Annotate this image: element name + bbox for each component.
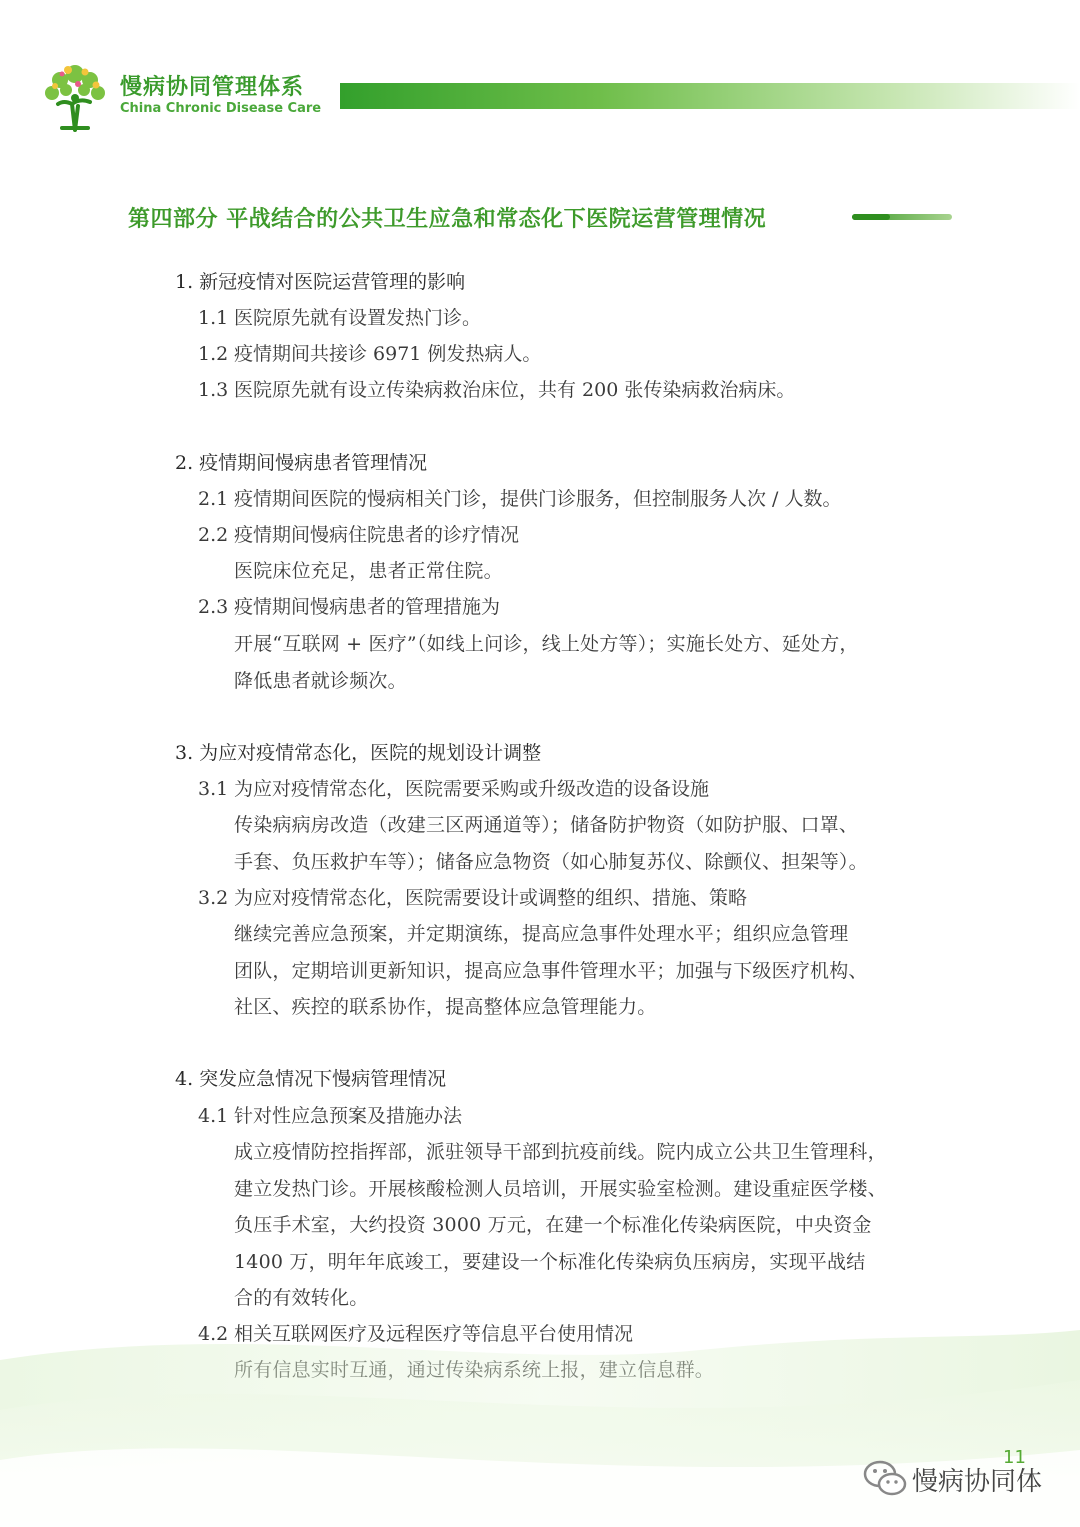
- item-number: 2.1: [198, 488, 229, 510]
- page-number: 11: [1003, 1447, 1026, 1468]
- item-text: 相关互联网医疗及远程医疗等信息平台使用情况: [234, 1323, 634, 1345]
- list-item: [198, 771, 709, 807]
- paragraph: [234, 626, 954, 699]
- item-text: 医院原先就有设置发热门诊。: [234, 307, 482, 329]
- section-title: 第四部分 平战结合的公共卫生应急和常态化下医院运营管理情况: [128, 207, 767, 232]
- list-item: [198, 481, 841, 517]
- paragraph-line: 手套、负压救护车等）；储备应急物资（如心肺复苏仪、除颤仪、担架等）。: [234, 850, 868, 873]
- paragraph-line: 成立疫情防控指挥部，派驻领导干部到抗疫前线。院内成立公共卫生管理科，: [234, 1141, 887, 1163]
- paragraph: [234, 807, 954, 880]
- item-number: 3.2: [198, 887, 229, 909]
- item-number: 4.2: [198, 1323, 229, 1345]
- item-number: 2.3: [198, 596, 229, 618]
- list-item: [198, 300, 481, 336]
- item-text: 医院原先就有设立传染病救治床位，共有 200 张传染病救治病床。: [234, 379, 796, 401]
- list-item: [198, 1098, 462, 1134]
- item-text: 疫情期间慢病住院患者的诊疗情况: [234, 524, 520, 546]
- item-number: 4.1: [198, 1105, 229, 1127]
- brand-name-en: China Chronic Disease Care: [120, 101, 322, 116]
- item-number: 1.3: [198, 379, 229, 401]
- list-item: [198, 517, 519, 553]
- paragraph-line: 合的有效转化。: [234, 1287, 369, 1309]
- item-number: 3.1: [198, 778, 229, 800]
- paragraph-line: 团队，定期培训更新知识，提高应急事件管理水平；加强与下级医疗机构、: [234, 959, 868, 982]
- item-number: 1.1: [198, 307, 229, 329]
- item-text: 为应对疫情常态化，医院需要设计或调整的组织、措施、策略: [234, 887, 748, 909]
- wechat-account-name: 慢病协同体: [912, 1467, 1043, 1497]
- paragraph-line: 医院床位充足，患者正常住院。: [234, 560, 503, 582]
- brand-name-cn: 慢病协同管理体系: [120, 75, 305, 100]
- item-text: 为应对疫情常态化，医院需要采购或升级改造的设备设施: [234, 778, 710, 800]
- section-heading: 4. 突发应急情况下慢病管理情况: [175, 1068, 447, 1090]
- tree-logo-icon: [40, 60, 110, 132]
- item-text: 疫情期间医院的慢病相关门诊，提供门诊服务，但控制服务人次 / 人数。: [234, 488, 842, 510]
- paragraph: [234, 916, 954, 1026]
- paragraph-line: 开展“互联网 + 医疗”（如线上问诊，线上处方等）；实施长处方、延处方，: [234, 633, 859, 655]
- header-bar: [340, 83, 1080, 109]
- paragraph-line: 降低患者就诊频次。: [234, 669, 407, 692]
- paragraph-line: 传染病病房改造（改建三区两通道等）；储备防护物资（如防护服、口罩、: [234, 814, 859, 836]
- list-item: [198, 336, 541, 372]
- paragraph-line: 社区、疾控的联系协作，提高整体应急管理能力。: [234, 996, 657, 1018]
- paragraph-line: 建立发热门诊。开展核酸检测人员培训，开展实验室检测。建设重症医学楼、: [234, 1177, 887, 1200]
- paragraph-line: 继续完善应急预案，并定期演练，提高应急事件处理水平；组织应急管理: [234, 923, 849, 945]
- section-heading: 2. 疫情期间慢病患者管理情况: [175, 452, 428, 474]
- item-number: 2.2: [198, 524, 229, 546]
- list-item: [198, 880, 747, 916]
- item-text: 疫情期间慢病患者的管理措施为: [234, 596, 501, 618]
- paragraph: [234, 553, 954, 590]
- item-number: 1.2: [198, 343, 229, 365]
- item-text: 针对性应急预案及措施办法: [234, 1105, 463, 1127]
- list-item: [198, 589, 500, 625]
- section-heading: 3. 为应对疫情常态化，医院的规划设计调整: [175, 742, 542, 764]
- section-heading: 1. 新冠疫情对医院运营管理的影响: [175, 271, 466, 293]
- paragraph-line: 负压手术室，大约投资 3000 万元，在建一个标准化传染病医院，中央资金: [234, 1214, 872, 1236]
- list-item: [198, 372, 795, 408]
- paragraph-line: 1400 万，明年年底竣工，要建设一个标准化传染病负压病房，实现平战结: [234, 1250, 866, 1273]
- title-rule: [852, 214, 952, 220]
- paragraph: [234, 1134, 954, 1317]
- wechat-icon: [862, 1458, 908, 1498]
- item-text: 疫情期间共接诊 6971 例发热病人。: [234, 343, 542, 365]
